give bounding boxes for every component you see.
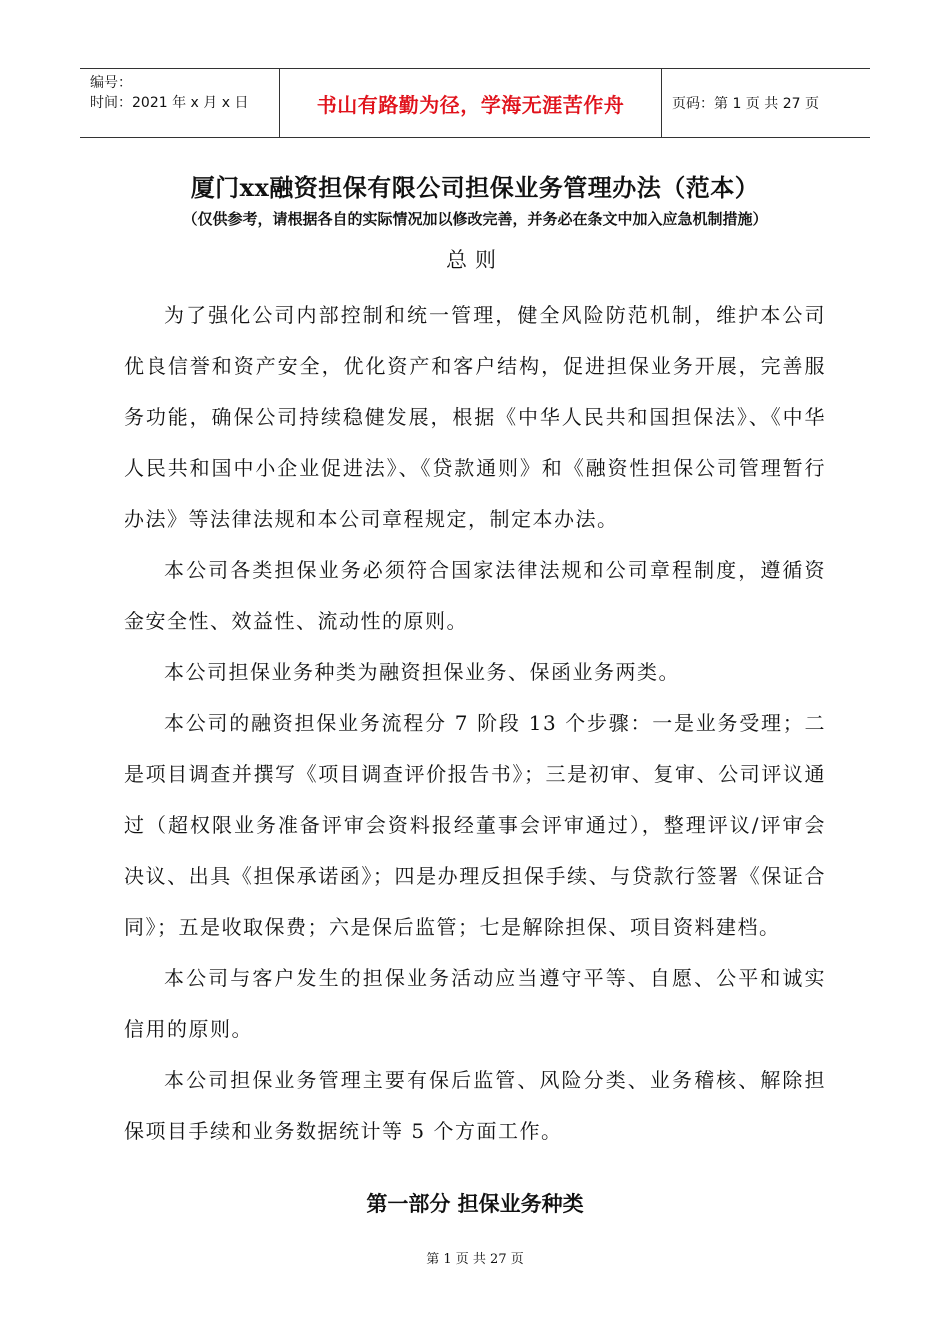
paragraph: 本公司各类担保业务必须符合国家法律法规和公司章程制度，遵循资金安全性、效益性、流动性的原则。 (124, 558, 826, 633)
paragraph: 本公司的融资担保业务流程分 7 阶段 13 个步骤：一是业务受理；二是项目调查并撰写《项目调查评价报告书》；三是初审、复审、公司评议通过（超权限业务准备评审会资料报经董事会评审通过），整理评议/评审会决议、出具《担保承诺函》；四是办理反担保手续、与贷款行签署《保证合同》；五是收取保费；六是保后监管；七是解除担保、项目资料建档。 (124, 711, 826, 939)
document-title: 厦门xx融资担保有限公司担保业务管理办法（范本） (190, 173, 760, 202)
paragraph: 本公司与客户发生的担保业务活动应当遵守平等、自愿、公平和诚实信用的原则。 (124, 966, 826, 1041)
page-footer: 第 1 页 共 27 页 (426, 1252, 524, 1267)
header-meta (80, 69, 280, 137)
document-subtitle: （仅供参考，请根据各自的实际情况加以修改完善，并务必在条文中加入应急机制措施） (182, 210, 768, 228)
paragraph: 本公司担保业务种类为融资担保业务、保函业务两类。 (164, 660, 680, 684)
document-body (124, 290, 826, 1157)
section-heading: 总则 (446, 248, 504, 272)
header-motto: 书山有路勤为径，学海无涯苦作舟 (280, 69, 662, 137)
paragraph: 为了强化公司内部控制和统一管理，健全风险防范机制，维护本公司优良信誉和资产安全，优化资产和客户结构，促进担保业务开展，完善服务功能，确保公司持续稳健发展，根据《中华人民共和国担保法》、《中华人民共和国中小企业促进法》、《贷款通则》和《融资性担保公司管理暂行办法》等法律法规和本公司章程规定，制定本办法。 (124, 303, 826, 531)
number-label: 编号： (90, 75, 132, 91)
header-page-info: 页码：第 1 页 共 27 页 (672, 96, 819, 112)
part-heading: 第一部分 担保业务种类 (366, 1192, 584, 1216)
paragraph: 本公司担保业务管理主要有保后监管、风险分类、业务稽核、解除担保项目手续和业务数据统计等 5 个方面工作。 (124, 1068, 826, 1143)
time-label: 时间：2021 年 x 月 x 日 (90, 95, 249, 111)
document-header (80, 68, 870, 138)
